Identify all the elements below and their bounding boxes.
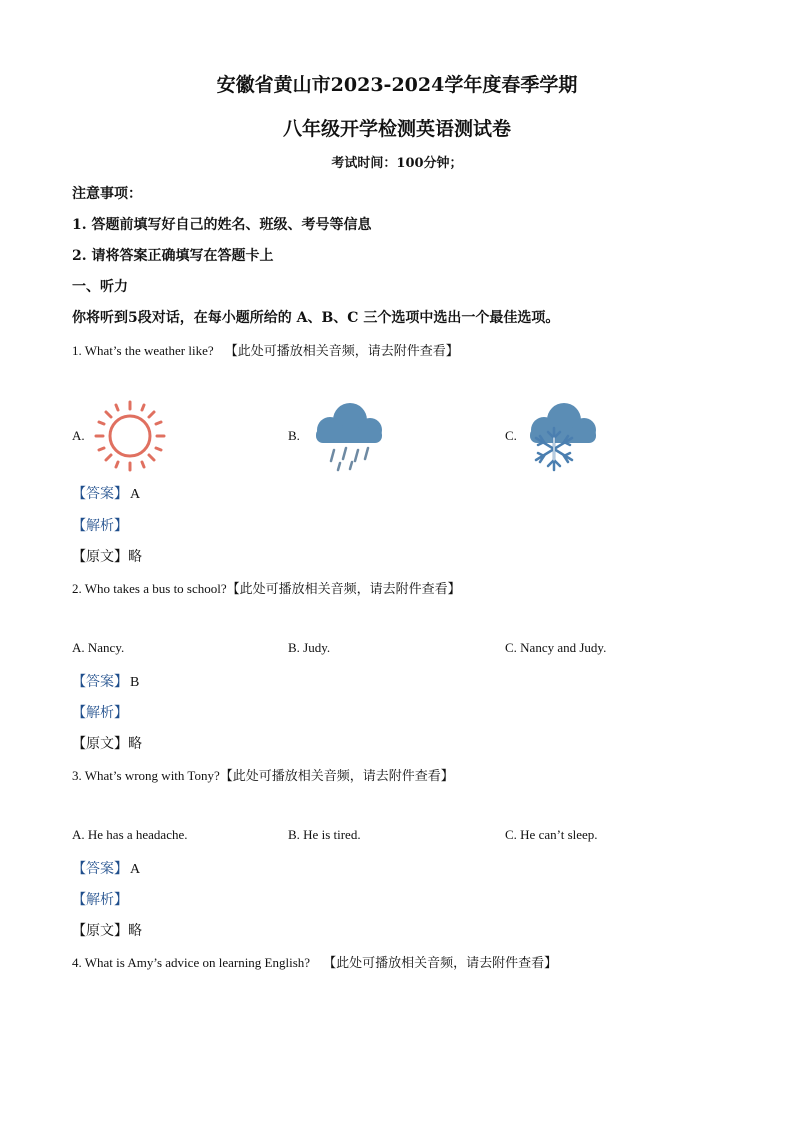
original-label: 【原文】略 [72,736,142,752]
question-1 [72,340,459,359]
original-2 [72,733,142,753]
option-b-label: B. [288,428,300,443]
option-b: B. He is tired. [288,827,361,842]
answer-value: B [130,675,140,690]
option-a: A. He has a headache. [72,827,188,842]
question-text: 3. What’s wrong with Tony? [72,768,220,783]
answer-label: 【答案】 [72,861,128,877]
analysis-3 [72,889,128,909]
rain-cloud-icon [312,398,384,474]
option-a-label: A. [72,428,85,443]
audio-note[interactable]: 【此处可播放相关音频，请去附件查看】 [219,769,454,784]
option-c: C. Nancy and Judy. [505,640,607,655]
question-text: 2. Who takes a bus to school? [72,581,227,596]
question-text: 1. What’s the weather like? [72,343,214,358]
question-4 [72,952,557,971]
answer-label: 【答案】 [72,674,128,690]
question-text: 4. What is Amy’s advice on learning English? [72,955,311,970]
answer-3 [72,858,140,878]
answer-value: A [130,862,141,877]
audio-note[interactable]: 【此处可播放相关音频，请去附件查看】 [323,956,558,971]
analysis-label: 【解析】 [72,892,128,908]
document-subtitle: 八年级开学检测英语测试卷 [282,118,511,140]
answer-1 [72,483,140,503]
notes-item-1: 1. 答题前填写好自己的姓名、班级、考号等信息 [72,217,372,233]
document-title: 安徽省黄山市2023-2024学年度春季学期 [216,74,578,96]
option-c: C. He can’t sleep. [505,827,598,842]
original-label: 【原文】略 [72,549,142,565]
sun-icon [94,400,166,472]
answer-2 [72,671,139,691]
audio-note[interactable]: 【此处可播放相关音频，请去附件查看】 [224,344,459,359]
option-b: B. Judy. [288,640,331,655]
analysis-2 [72,702,128,722]
analysis-1 [72,515,128,535]
question-3 [72,765,454,784]
section-instruction: 你将听到5段对话，在每小题所给的 A、B、C 三个选项中选出一个最佳选项。 [72,310,560,326]
analysis-label: 【解析】 [72,518,128,534]
question-2 [72,578,461,597]
analysis-label: 【解析】 [72,705,128,721]
notes-heading: 注意事项： [72,186,142,202]
option-a: A. Nancy. [72,640,125,655]
audio-note[interactable]: 【此处可播放相关音频，请去附件查看】 [226,582,461,597]
section-heading: 一、听力 [72,279,128,295]
snow-cloud-icon [526,398,598,474]
option-c-label: C. [505,428,517,443]
exam-time: 考试时间：100分钟； [331,156,463,171]
notes-item-2: 2. 请将答案正确填写在答题卡上 [72,248,274,264]
original-3 [72,920,142,940]
original-1 [72,546,142,566]
original-label: 【原文】略 [72,923,142,939]
answer-label: 【答案】 [72,486,128,502]
answer-value: A [130,487,141,502]
